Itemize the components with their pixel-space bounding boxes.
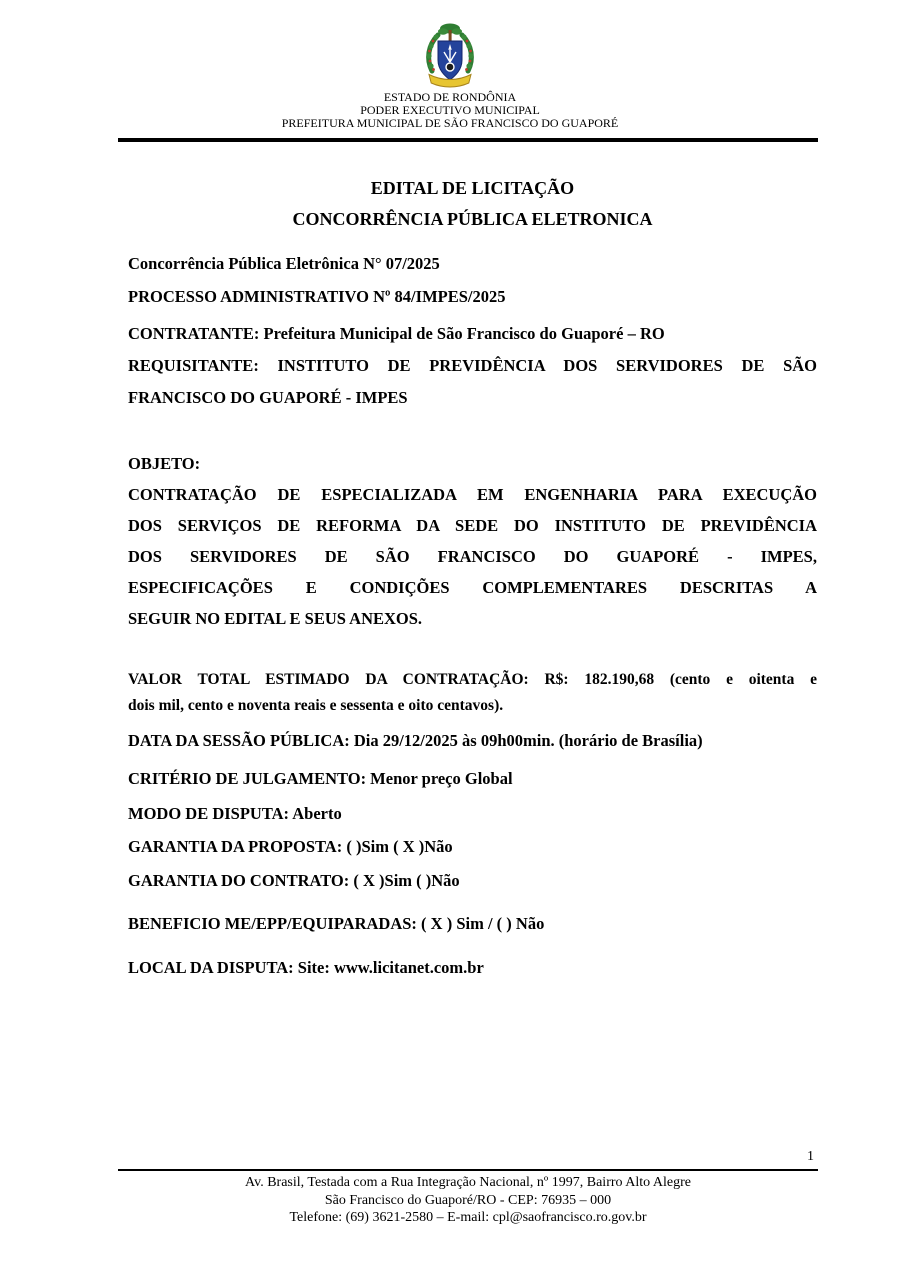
requisitante-line-1: REQUISITANTE: INSTITUTO DE PREVIDÊNCIA DOS SERVIDORES DE SÃO (128, 355, 817, 375)
objeto-paragraph-line-5: SEGUIR NO EDITAL E SEUS ANEXOS. (128, 608, 423, 628)
org-line-state: ESTADO DE RONDÔNIA (383, 90, 517, 104)
objeto-paragraph-line-4: ESPECIFICAÇÕES E CONDIÇÕES COMPLEMENTARES DESCRITAS A (128, 577, 817, 597)
objeto-paragraph-line-1: CONTRATAÇÃO DE ESPECIALIZADA EM ENGENHARIA PARA EXECUÇÃO (128, 484, 817, 504)
valor-total-line-2: dois mil, cento e noventa reais e sessenta e oito centavos). (128, 696, 504, 714)
footer-address-line: Av. Brasil, Testada com a Rua Integração Nacional, nº 1997, Bairro Alto Alegre (245, 1175, 691, 1190)
document-body (128, 173, 817, 978)
objeto-heading: OBJETO: (128, 453, 201, 473)
municipal-coat-of-arms-icon (419, 22, 481, 88)
contratante-line: CONTRATANTE: Prefeitura Municipal de São Francisco do Guaporé – RO (128, 323, 665, 343)
footer-phone-email-line: Telefone: (69) 3621-2580 – E-mail: cpl@saofrancisco.ro.gov.br (289, 1210, 647, 1225)
objeto-paragraph-line-2: DOS SERVIÇOS DE REFORMA DA SEDE DO INSTITUTO DE PREVIDÊNCIA (128, 515, 817, 535)
org-line-prefecture: PREFEITURA MUNICIPAL DE SÃO FRANCISCO DO GUAPORÉ (281, 116, 619, 130)
valor-total-line-1: VALOR TOTAL ESTIMADO DA CONTRATAÇÃO: R$: 182.190,68 (cento e oitenta e (128, 670, 817, 688)
modo-disputa-line: MODO DE DISPUTA: Aberto (128, 803, 342, 823)
org-line-branch: PODER EXECUTIVO MUNICIPAL (360, 103, 540, 117)
requisitante-line-2: FRANCISCO DO GUAPORÉ - IMPES (128, 387, 408, 407)
beneficio-me-epp-line: BENEFICIO ME/EPP/EQUIPARADAS: ( X ) Sim / ( ) Não (128, 913, 545, 933)
garantia-contrato-line: GARANTIA DO CONTRATO: ( X )Sim ( )Não (128, 870, 460, 890)
local-disputa-line: LOCAL DA DISPUTA: Site: www.licitanet.com.br (128, 957, 484, 977)
document-title-line2: CONCORRÊNCIA PÚBLICA ELETRONICA (292, 208, 653, 229)
page-number: 1 (807, 1149, 814, 1164)
data-sessao-line: DATA DA SESSÃO PÚBLICA: Dia 29/12/2025 às 09h00min. (horário de Brasília) (128, 730, 703, 750)
footer-address-block (118, 1174, 818, 1227)
garantia-proposta-line: GARANTIA DA PROPOSTA: ( )Sim ( X )Não (128, 836, 453, 856)
footer-divider (118, 1169, 818, 1171)
criterio-julgamento-line: CRITÉRIO DE JULGAMENTO: Menor preço Global (128, 768, 513, 788)
reference-number-line: Concorrência Pública Eletrônica N° 07/2025 (128, 253, 440, 273)
footer-city-cep-line: São Francisco do Guaporé/RO - CEP: 76935 – 000 (324, 1192, 612, 1208)
header-divider (118, 138, 818, 142)
document-title-line1: EDITAL DE LICITAÇÃO (370, 177, 575, 198)
objeto-paragraph-line-3: DOS SERVIDORES DE SÃO FRANCISCO DO GUAPORÉ - IMPES, (128, 546, 817, 566)
process-number-line: PROCESSO ADMINISTRATIVO Nº 84/IMPES/2025 (128, 286, 506, 306)
letterhead (0, 0, 900, 130)
